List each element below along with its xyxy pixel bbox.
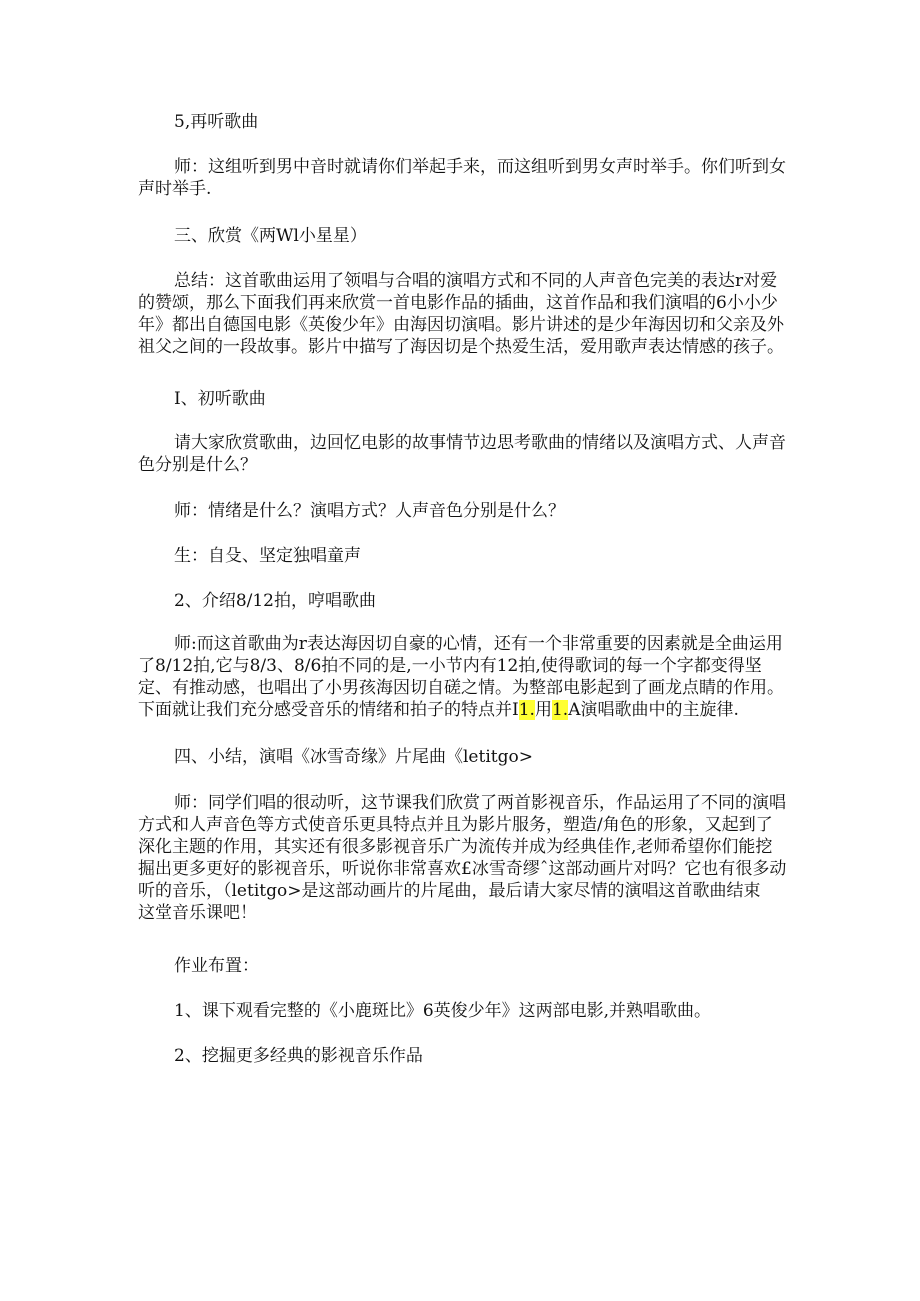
line: 深化主题的作用，其实还有很多影视音乐广为流传并成为经典佳作,老师希望你们能挖 xyxy=(138,837,773,857)
line: 师：情绪是什么？演唱方式？人声音色分别是什么？ xyxy=(174,501,565,521)
line: 作业布置： xyxy=(174,956,259,976)
line: 年》都出自德国电影《英俊少年》由海因切演唱。影片讲述的是少年海因切和父亲及外 xyxy=(138,315,784,335)
listening-prompt-paragraph xyxy=(138,432,788,476)
line xyxy=(138,699,788,721)
line: 生：自殳、坚定独唱童声 xyxy=(174,546,361,566)
text-segment: 下面就让我们充分感受音乐的情绪和拍子的特点并I xyxy=(138,700,519,720)
step-2-heading xyxy=(138,590,788,612)
text-segment: 用 xyxy=(534,700,552,720)
teacher-question xyxy=(138,500,788,522)
homework-heading xyxy=(138,955,788,977)
line: 请大家欣赏歌曲，边回忆电影的故事情节边思考歌曲的情绪以及演唱方式、人声音 xyxy=(174,433,786,453)
line: 师：这组听到男中音时就请你们举起手来，而这组听到男女声时举手。你们听到女 xyxy=(174,157,786,177)
line: 定、有推动感，也唱出了小男孩海因切自磋之情。为整部电影起到了画龙点睛的作用。 xyxy=(138,678,784,698)
line: 师:而这首歌曲为r表达海因切自豪的心情，还有一个非常重要的因素就是全曲运用 xyxy=(174,634,783,654)
line: 师：同学们唱的很动听，这节课我们欣赏了两首影视音乐，作品运用了不同的演唱 xyxy=(174,793,786,813)
line: I、初听歌曲 xyxy=(174,389,266,409)
line: 掘出更多更好的影视音乐，听说你非常喜欢£冰雪奇缪ˆ这部动画片对吗？它也有很多动 xyxy=(138,859,787,879)
line: 四、小结，演唱《冰雪奇缘》片尾曲《letitgo> xyxy=(174,747,533,767)
student-answer xyxy=(138,545,788,567)
time-signature-paragraph xyxy=(138,633,788,721)
line: 的赞颂，那么下面我们再来欣赏一首电影作品的插曲，这首作品和我们演唱的6小小少 xyxy=(138,293,778,313)
homework-item-2 xyxy=(138,1045,788,1067)
teacher-instruction-paragraph xyxy=(138,156,788,200)
summary-paragraph xyxy=(138,270,788,358)
line: 色分别是什么？ xyxy=(138,455,257,475)
step-5-heading xyxy=(138,111,788,133)
line: 三、欣赏《两Wl小星星） xyxy=(174,226,367,246)
closing-paragraph xyxy=(138,792,788,924)
line: 1、课下观看完整的《小鹿斑比》6英俊少年》这两部电影,并熟唱歌曲。 xyxy=(174,1001,712,1021)
highlight-mark: 1. xyxy=(518,700,535,720)
line: 2、挖掘更多经典的影视音乐作品 xyxy=(174,1046,423,1066)
line: 方式和人声音色等方式使音乐更具特点并且为影片服务，塑造/角色的形象，又起到了 xyxy=(138,815,773,835)
line: 了8/12拍,它与8/3、8/6拍不同的是,一小节内有12拍,使得歌词的每一个字都变得坚 xyxy=(138,656,762,676)
highlight-mark: 1. xyxy=(551,700,569,720)
line: 5,再听歌曲 xyxy=(174,112,259,132)
line: 这堂音乐课吧！ xyxy=(138,903,257,923)
line: 祖父之间的一段故事。影片中描写了海因切是个热爱生活，爱用歌声表达情感的孩子。 xyxy=(138,337,784,357)
line: 2、介绍8/12拍，哼唱歌曲 xyxy=(174,591,376,611)
line: 声时举手. xyxy=(138,179,212,199)
line: 总结：这首歌曲运用了领唱与合唱的演唱方式和不同的人声音色完美的表达r对爱 xyxy=(174,271,778,291)
section-3-heading xyxy=(138,225,788,247)
text-segment: A演唱歌曲中的主旋律. xyxy=(568,700,739,720)
line: 听的音乐，（letitgo>是这部动画片的片尾曲，最后请大家尽情的演唱这首歌曲结束 xyxy=(138,881,761,901)
section-4-heading xyxy=(138,746,788,768)
step-1-heading xyxy=(138,388,788,410)
homework-item-1 xyxy=(138,1000,788,1022)
